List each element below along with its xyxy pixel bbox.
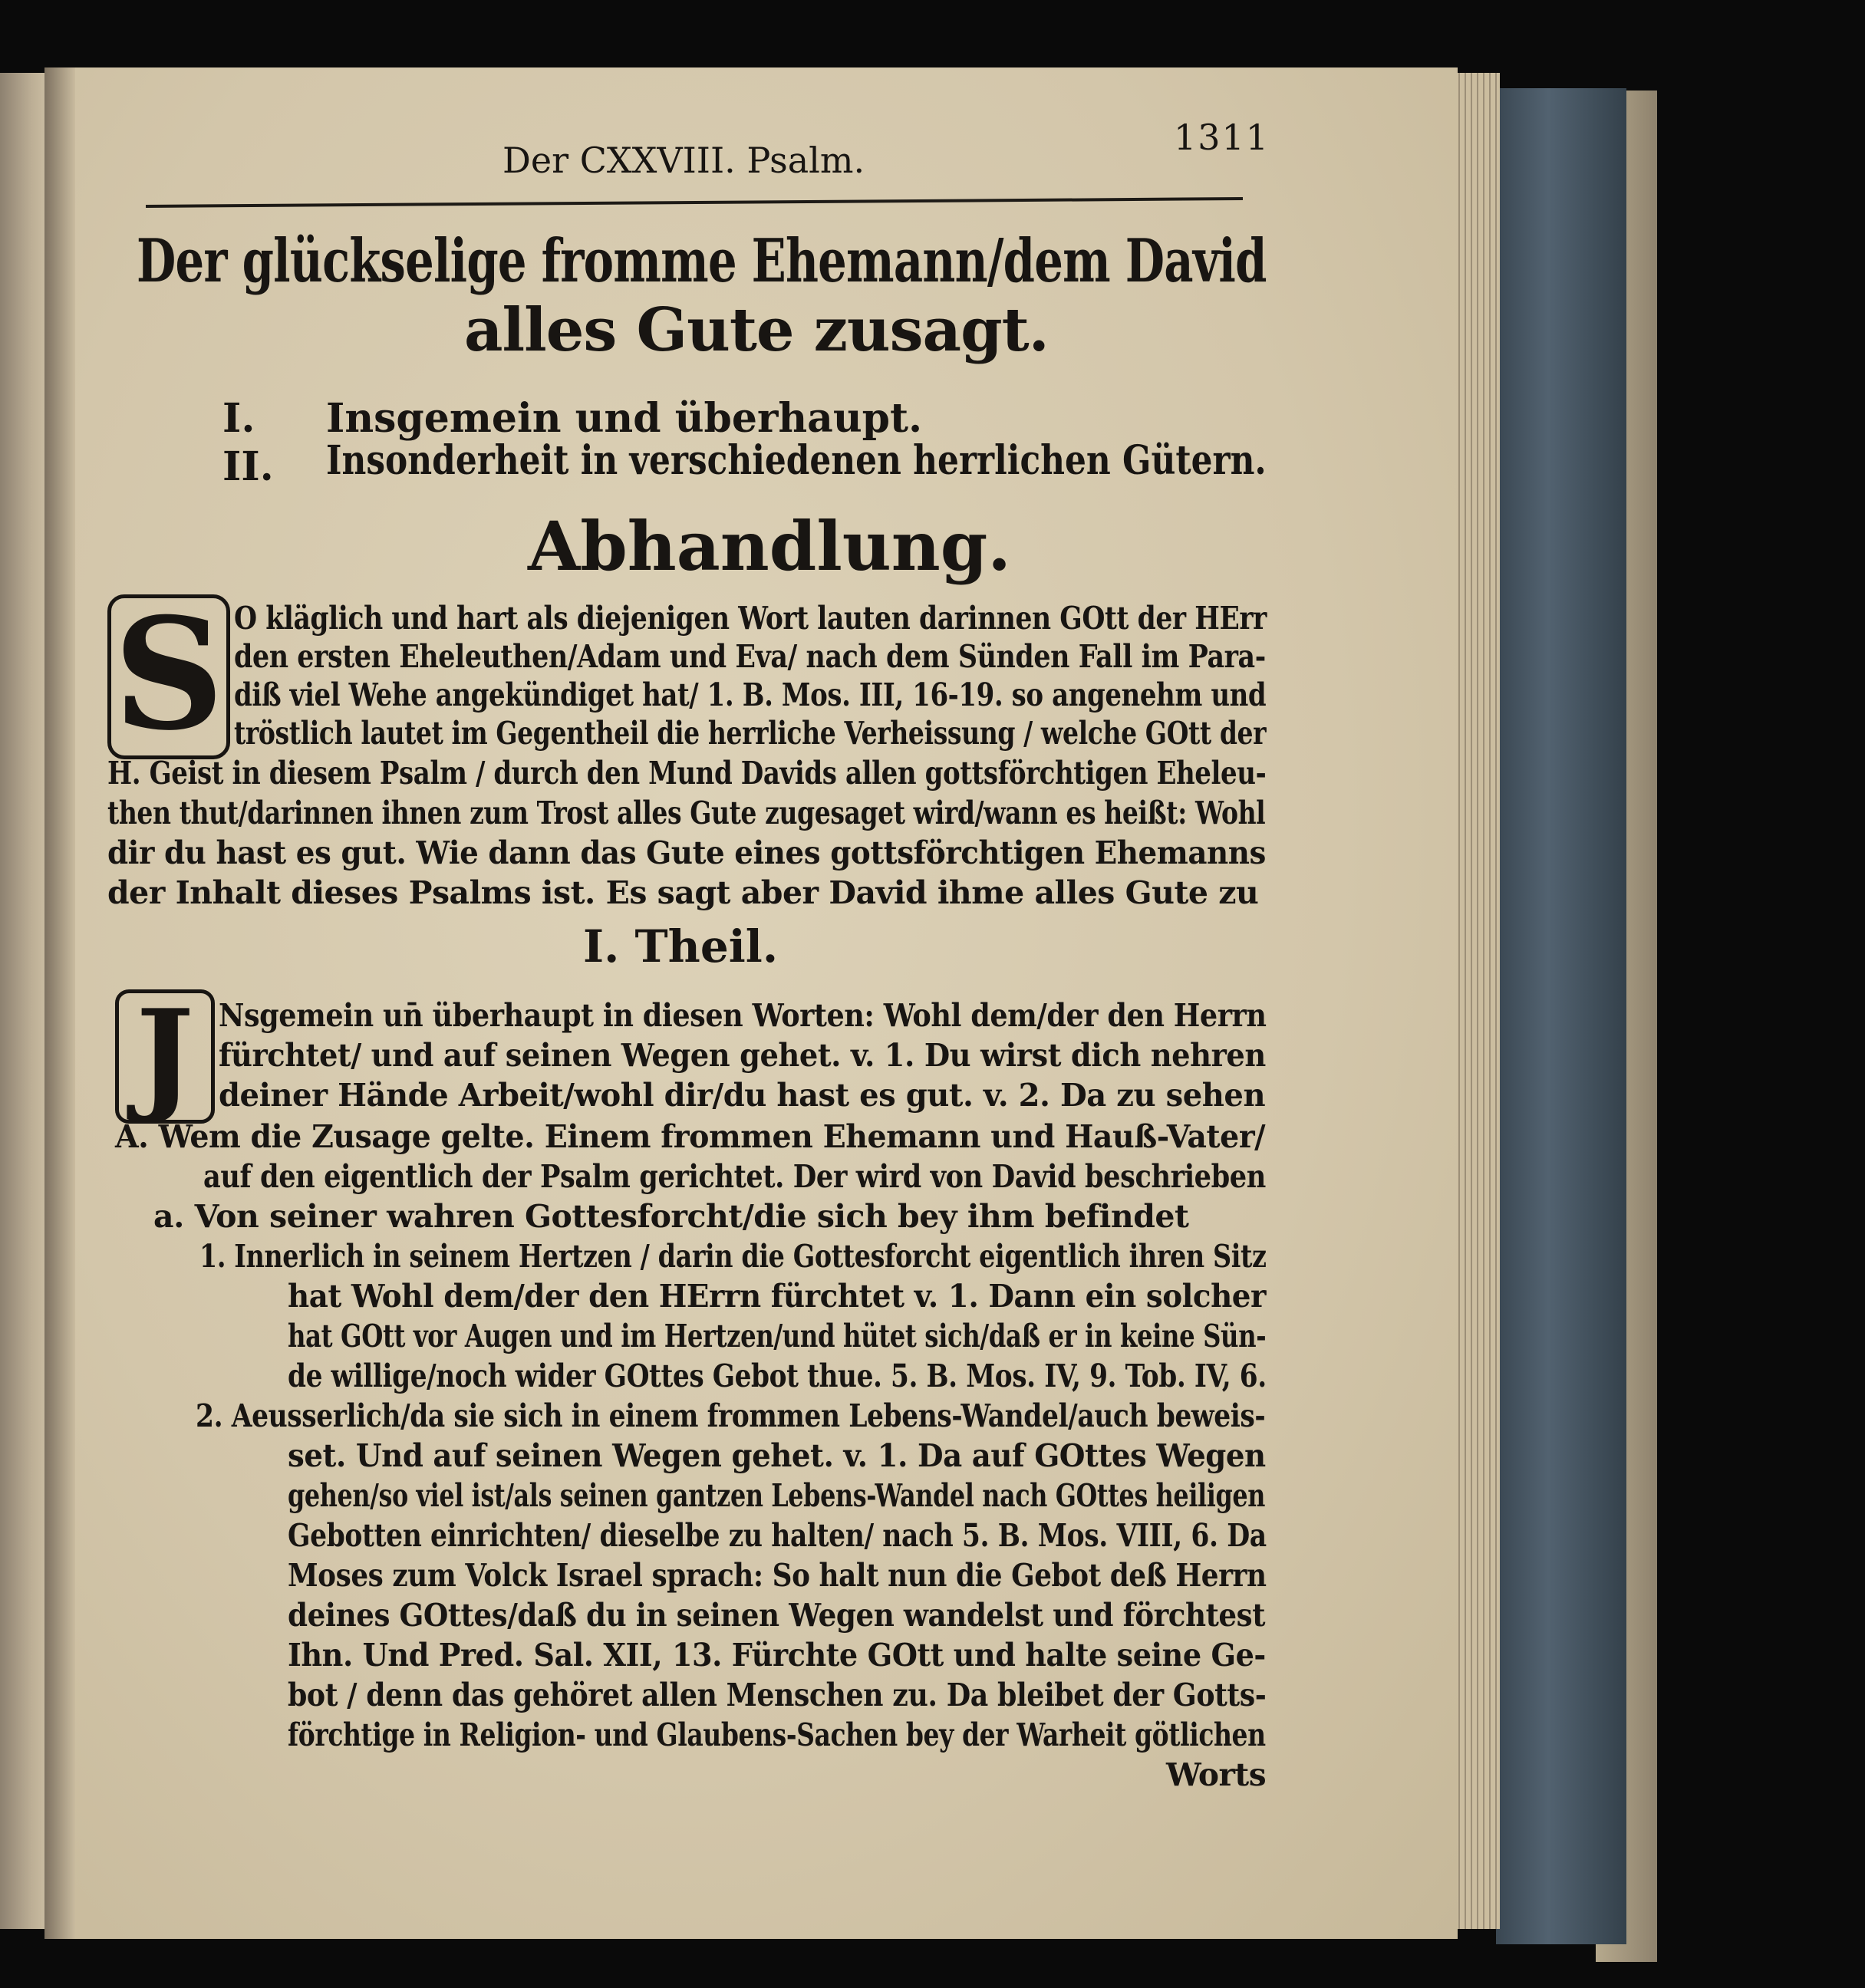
part-line: A. Wem die Zusage gelte. Einem frommen Ehemann und Hauß-Vater/ [115,1118,1266,1155]
intro-line: dir du hast es gut. Wie dann das Gute eines gottsförchtigen Ehemanns [107,834,1266,871]
outline-number: I. [222,395,255,442]
title-line-2: alles Gute zusagt. [464,295,1049,365]
page-gutter [44,67,75,1939]
part-line: Nsgemein un̄ überhaupt in diesen Worten: Wohl dem/der den Herrn [219,997,1267,1034]
outline-number: II. [222,443,274,490]
running-head: Der CXXVIII. Psalm. [502,140,865,181]
outline-text: Insonderheit in verschiedenen herrlichen Gütern. [326,437,1267,484]
intro-line: der Inhalt dieses Psalms ist. Es sagt aber David ihme alles Gute zu [107,874,1259,911]
part-line: Ihn. Und Pred. Sal. XII, 13. Fürchte GOtt und halte seine Ge- [288,1637,1266,1674]
title-line-1: Der glückselige fromme Ehemann/dem David [137,226,1267,296]
part-line: deiner Hände Arbeit/wohl dir/du hast es gut. v. 2. Da zu sehen [219,1077,1266,1114]
part-line: de willige/noch wider GOttes Gebot thue. 5. B. Mos. IV, 9. Tob. IV, 6. [288,1358,1267,1394]
page-number: 1311 [1174,117,1270,158]
part-line: a. Von seiner wahren Gottesforcht/die sich bey ihm befindet [153,1198,1189,1235]
part-line: auf den eigentlich der Psalm gerichtet. Der wird von David beschrieben [203,1158,1266,1195]
part-line: förchtige in Religion- und Glaubens-Sachen bey der Warheit götlichen [288,1716,1266,1753]
drop-cap-s: S [107,594,230,759]
part-line: Moses zum Volck Israel sprach: So halt nun die Gebot deß Herrn [288,1557,1267,1594]
intro-line: O kläglich und hart als diejenigen Wort lauten darinnen GOtt der HErr [234,600,1267,637]
page-edges [1454,73,1500,1929]
part-line: deines GOttes/daß du in seinen Wegen wandelst und förchtest [288,1597,1265,1634]
book-cover-edge [1496,88,1626,1944]
intro-line: then thut/darinnen ihnen zum Trost alles Gute zugesaget wird/wann es heißt: Wohl [107,795,1266,831]
part-line: bot / denn das gehöret allen Menschen zu. Da bleibet der Gotts- [288,1677,1267,1713]
part-line: 2. Aeusserlich/da sie sich in einem frommen Lebens-Wandel/auch beweis- [196,1397,1266,1434]
part-line: gehen/so viel ist/als seinen gantzen Lebens-Wandel nach GOttes heiligen [288,1477,1266,1514]
outline-text: Insgemein und überhaupt. [326,395,923,442]
part-line: hat Wohl dem/der den HErrn fürchtet v. 1. Dann ein solcher [288,1278,1266,1315]
intro-line: H. Geist in diesem Psalm / durch den Mund Davids allen gottsförchtigen Eheleu- [107,755,1267,792]
part-line: hat GOtt vor Augen und im Hertzen/und hütet sich/daß er in keine Sün- [288,1318,1267,1354]
intro-line: diß viel Wehe angekündiget hat/ 1. B. Mos. III, 16-19. so angenehm und [234,676,1267,713]
catchword: Worts [1166,1756,1267,1793]
part-line: set. Und auf seinen Wegen gehet. v. 1. Da auf GOttes Wegen [288,1437,1266,1474]
intro-line: tröstlich lautet im Gegentheil die herrliche Verheissung / welche GOtt der [234,715,1267,752]
part-heading: I. Theil. [583,920,779,973]
part-line: Gebotten einrichten/ dieselbe zu halten/ nach 5. B. Mos. VIII, 6. Da [288,1517,1267,1554]
part-line: fürchtet/ und auf seinen Wegen gehet. v. 1. Du wirst dich nehren [219,1037,1266,1074]
section-heading: Abhandlung. [528,506,1011,586]
intro-line: den ersten Eheleuthen/Adam und Eva/ nach dem Sünden Fall im Para- [234,638,1266,675]
drop-cap-j: J [115,989,215,1124]
part-line: 1. Innerlich in seinem Hertzen / darin die Gottesforcht eigentlich ihren Sitz [199,1238,1267,1275]
